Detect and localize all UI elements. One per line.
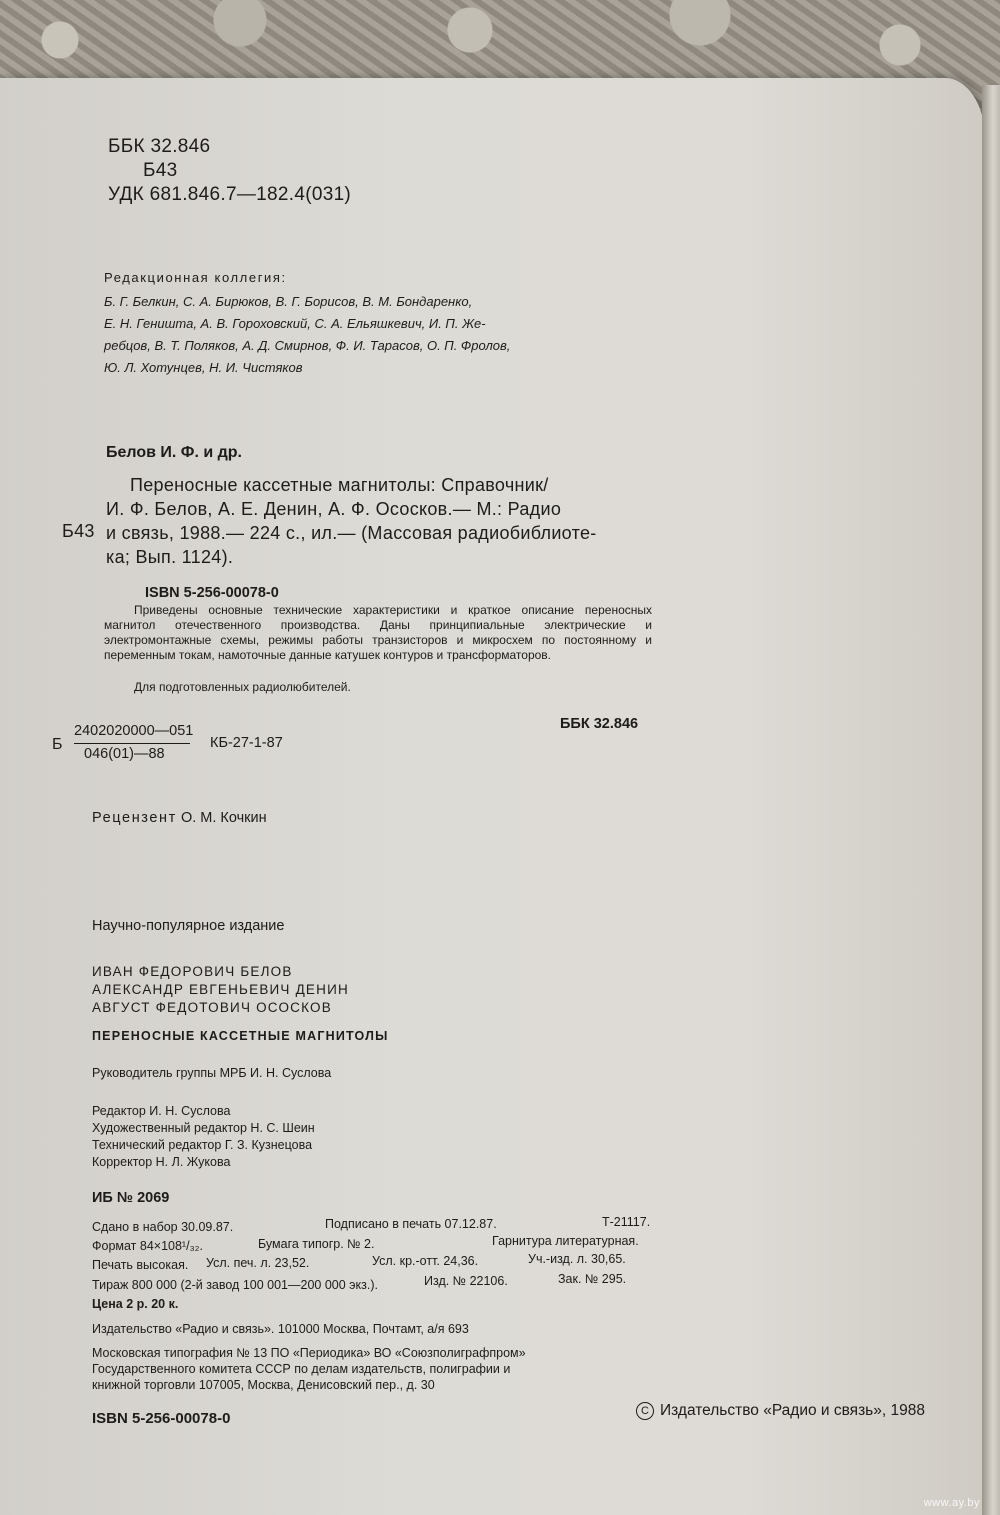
edition-type: Научно-популярное издание — [92, 918, 285, 934]
udk-index: УДК 681.846.7—182.4(031) — [108, 184, 352, 205]
staff-corrector: Корректор Н. Л. Жукова — [92, 1155, 231, 1169]
board-line-2: Е. Н. Геништа, А. В. Гороховский, С. А. Ельяшкевич, И. П. Же- — [104, 316, 486, 331]
print-row-4-c: Зак. № 295. — [558, 1272, 627, 1286]
board-title: Редакционная коллегия: — [104, 270, 287, 285]
book-title: ПЕРЕНОСНЫЕ КАССЕТНЫЕ МАГНИТОЛЫ — [92, 1029, 389, 1043]
print-row-3-c: Усл. кр.-отт. 24,36. — [372, 1254, 479, 1268]
annotation-text: Приведены основные технические характеристики и краткое описание переносных магнитол отечественного производства. Даны принципиальные электрические и электромонтажные схемы, режимы работы транзисторов и микросхем по постоянному и переменным токам, намоточные данные катушек контуров и трансформаторов. — [104, 603, 652, 662]
print-row-1-a: Сдано в набор 30.09.87. — [92, 1220, 234, 1234]
author-full-3: АВГУСТ ФЕДОТОВИЧ ОСОСКОВ — [92, 1000, 332, 1015]
group-head: Руководитель группы МРБ И. Н. Суслова — [92, 1066, 332, 1080]
print-row-3-b: Усл. печ. л. 23,52. — [206, 1256, 310, 1270]
author-sign-code: Б43 — [143, 160, 178, 181]
copyright-text: Издательство «Радио и связь», 1988 — [660, 1402, 925, 1420]
staff-editor: Редактор И. Н. Суслова — [92, 1104, 231, 1118]
annotation-audience: Для подготовленных радиолюбителей. — [134, 680, 351, 694]
author-full-1: ИВАН ФЕДОРОВИЧ БЕЛОВ — [92, 964, 293, 979]
footer-copyright — [636, 1402, 925, 1420]
printer-line-3: книжной торговли 107005, Москва, Денисовский пер., д. 30 — [92, 1378, 435, 1392]
reviewer — [92, 810, 267, 826]
staff-tech-editor: Технический редактор Г. З. Кузнецова — [92, 1138, 313, 1152]
catalog-numerator: 2402020000—051 — [74, 723, 194, 739]
footer-isbn: ISBN 5-256-00078-0 — [92, 1410, 231, 1427]
print-row-1-b: Подписано в печать 07.12.87. — [325, 1217, 497, 1231]
publisher-address: Издательство «Радио и связь». 101000 Москва, Почтамт, а/я 693 — [92, 1322, 469, 1336]
bib-line-4: ка; Вып. 1124). — [106, 547, 234, 567]
bbk-index: ББК 32.846 — [108, 136, 211, 157]
print-row-1-c: Т-21117. — [602, 1215, 651, 1229]
reviewer-label: Рецензент — [92, 810, 177, 826]
bib-isbn: ISBN 5-256-00078-0 — [145, 585, 279, 601]
catalog-prefix: Б — [52, 736, 63, 753]
print-row-4-b: Изд. № 22106. — [424, 1274, 508, 1288]
print-row-2-c: Гарнитура литературная. — [492, 1234, 639, 1248]
staff-art-editor: Художественный редактор Н. С. Шеин — [92, 1121, 315, 1135]
print-row-2-b: Бумага типогр. № 2. — [258, 1237, 375, 1251]
bib-code: Б43 — [62, 521, 95, 541]
catalog-bbk: ББК 32.846 — [560, 716, 639, 732]
print-row-3-a: Печать высокая. — [92, 1258, 189, 1272]
print-row-3-d: Уч.-изд. л. 30,65. — [528, 1252, 626, 1266]
reviewer-name: О. М. Кочкин — [180, 810, 267, 826]
bib-line-1: Переносные кассетные магнитолы: Справочник/ — [130, 475, 549, 495]
price: Цена 2 р. 20 к. — [92, 1297, 179, 1311]
page-edge — [982, 85, 1000, 1515]
board-line-1: Б. Г. Белкин, С. А. Бирюков, В. Г. Борисов, В. М. Бондаренко, — [104, 294, 473, 309]
catalog-kb: КБ-27-1-87 — [210, 735, 283, 751]
fraction-line — [74, 743, 190, 744]
board-line-4: Ю. Л. Хотунцев, Н. И. Чистяков — [104, 360, 303, 375]
printer-line-1: Московская типография № 13 ПО «Периодика» ВО «Союзполиграфпром» — [92, 1346, 526, 1360]
bib-author: Белов И. Ф. и др. — [106, 444, 242, 461]
ib-number: ИБ № 2069 — [92, 1190, 170, 1206]
print-row-2-a: Формат 84×108¹/₃₂. — [92, 1239, 203, 1253]
copyright-icon: C — [636, 1402, 654, 1420]
catalog-denominator: 046(01)—88 — [84, 746, 165, 762]
board-line-3: ребцов, В. Т. Поляков, А. Д. Смирнов, Ф. И. Тарасов, О. П. Фролов, — [104, 338, 511, 353]
bib-line-2: И. Ф. Белов, А. Е. Денин, А. Ф. Ососков.— М.: Радио — [106, 499, 562, 519]
author-full-2: АЛЕКСАНДР ЕВГЕНЬЕВИЧ ДЕНИН — [92, 982, 349, 997]
bib-line-3: и связь, 1988.— 224 с., ил.— (Массовая радиобиблиоте- — [106, 523, 597, 543]
printer-line-2: Государственного комитета СССР по делам издательств, полиграфии и — [92, 1362, 511, 1376]
print-row-4-a: Тираж 800 000 (2-й завод 100 001—200 000 экз.). — [92, 1278, 378, 1292]
site-watermark: www.ay.by — [923, 1497, 980, 1509]
